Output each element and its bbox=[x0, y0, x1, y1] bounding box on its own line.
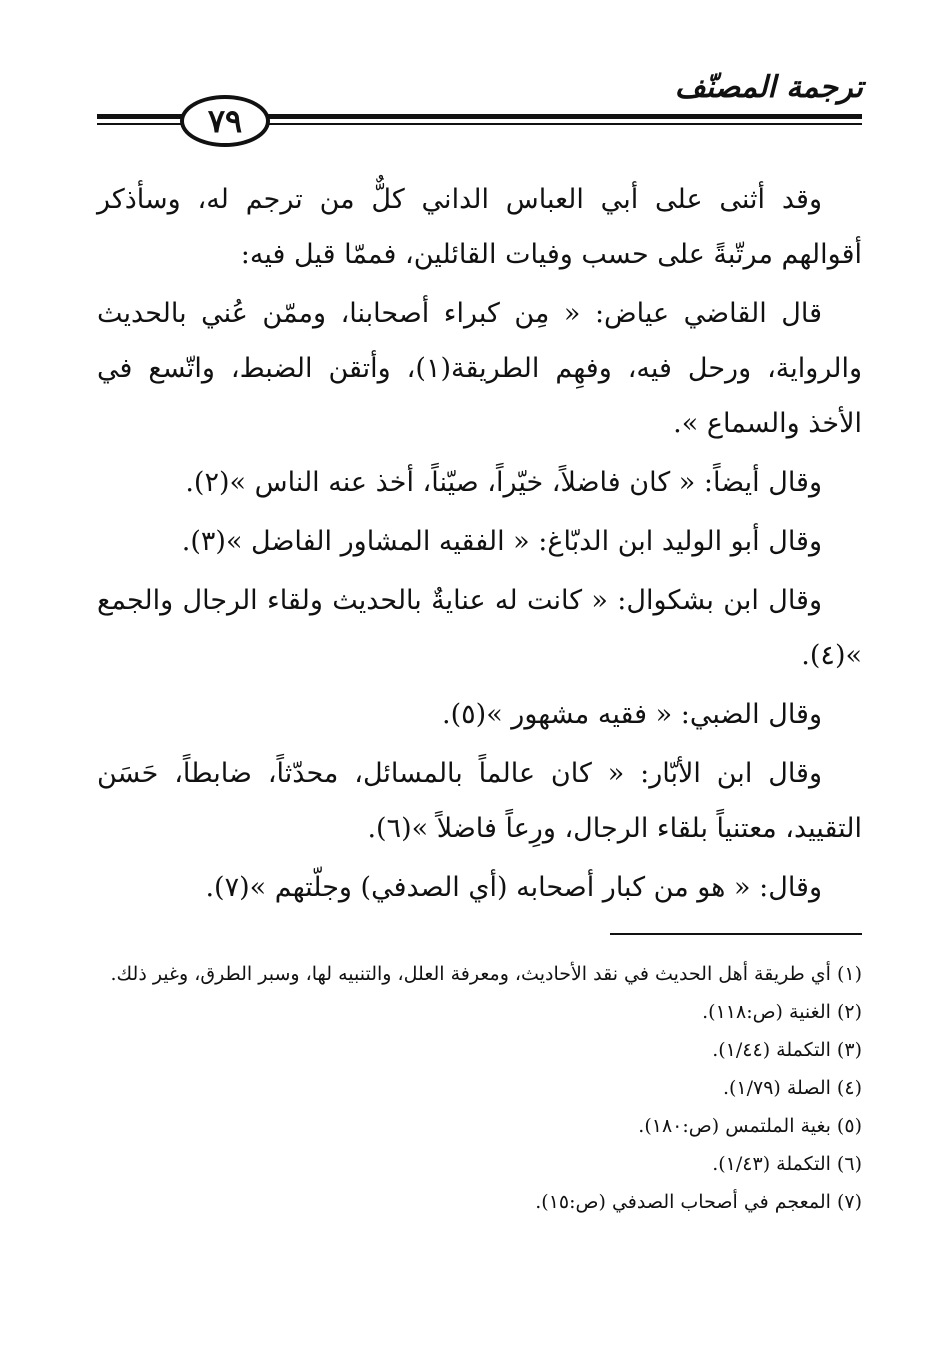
main-text bbox=[97, 172, 862, 919]
footnotes bbox=[97, 955, 862, 1221]
paragraph: وقال ابن الأبّار: « كان عالماً بالمسائل، محدّثاً، ضابطاً، حَسَن التقييد، معتنياً بلقاء الرجال، ورِعاً فاضلاً »(٦). bbox=[97, 758, 862, 844]
footnote: (٣) التكملة (١/٤٤). bbox=[712, 1039, 862, 1061]
footnote: (٦) التكملة (١/٤٣). bbox=[712, 1153, 862, 1175]
header-rule bbox=[97, 114, 189, 119]
footnote: (٥) بغية الملتمس (ص:١٨٠). bbox=[638, 1115, 862, 1137]
footnote-divider bbox=[610, 933, 862, 935]
footnote: (٢) الغنية (ص:١١٨). bbox=[702, 1001, 862, 1023]
page-number: ٧٩ bbox=[180, 95, 270, 147]
paragraph: وقال أيضاً: « كان فاضلاً، خيّراً، صيّناً، أخذ عنه الناس »(٢). bbox=[185, 467, 822, 498]
footnote: (١) أي طريقة أهل الحديث في نقد الأحاديث، ومعرفة العلل، والتنبيه لها، وسبر الطرق، وغير ذلك. bbox=[110, 963, 862, 985]
header-rule bbox=[97, 123, 189, 125]
paragraph: وقال أبو الوليد ابن الدبّاغ: « الفقيه المشاور الفاضل »(٣). bbox=[181, 526, 822, 557]
header-rule bbox=[262, 114, 862, 119]
footnote: (٤) الصلة (١/٧٩). bbox=[722, 1077, 862, 1099]
paragraph: وقد أثنى على أبي العباس الداني كلٌّ من ترجم له، وسأذكر أقوالهم مرتّبةً على حسب وفيات القائلين، فممّا قيل فيه: bbox=[97, 184, 862, 270]
header-rule bbox=[262, 123, 862, 125]
footnote: (٧) المعجم في أصحاب الصدفي (ص:١٥). bbox=[535, 1191, 862, 1213]
paragraph: وقال الضبي: « فقيه مشهور »(٥). bbox=[442, 699, 822, 730]
header-title: ترجمة المصنّف bbox=[674, 70, 863, 105]
paragraph: قال القاضي عياض: « مِن كبراء أصحابنا، وممّن عُني بالحديث والرواية، ورحل فيه، وفهِم الطريقة(١)، وأتقن الضبط، واتّسع في الأخذ والسماع ». bbox=[97, 298, 862, 439]
paragraph: وقال ابن بشكوال: « كانت له عنايةٌ بالحديث ولقاء الرجال والجمع »(٤). bbox=[97, 585, 862, 671]
paragraph: وقال: « هو من كبار أصحابه (أي الصدفي) وجلّتهم »(٧). bbox=[205, 872, 822, 903]
